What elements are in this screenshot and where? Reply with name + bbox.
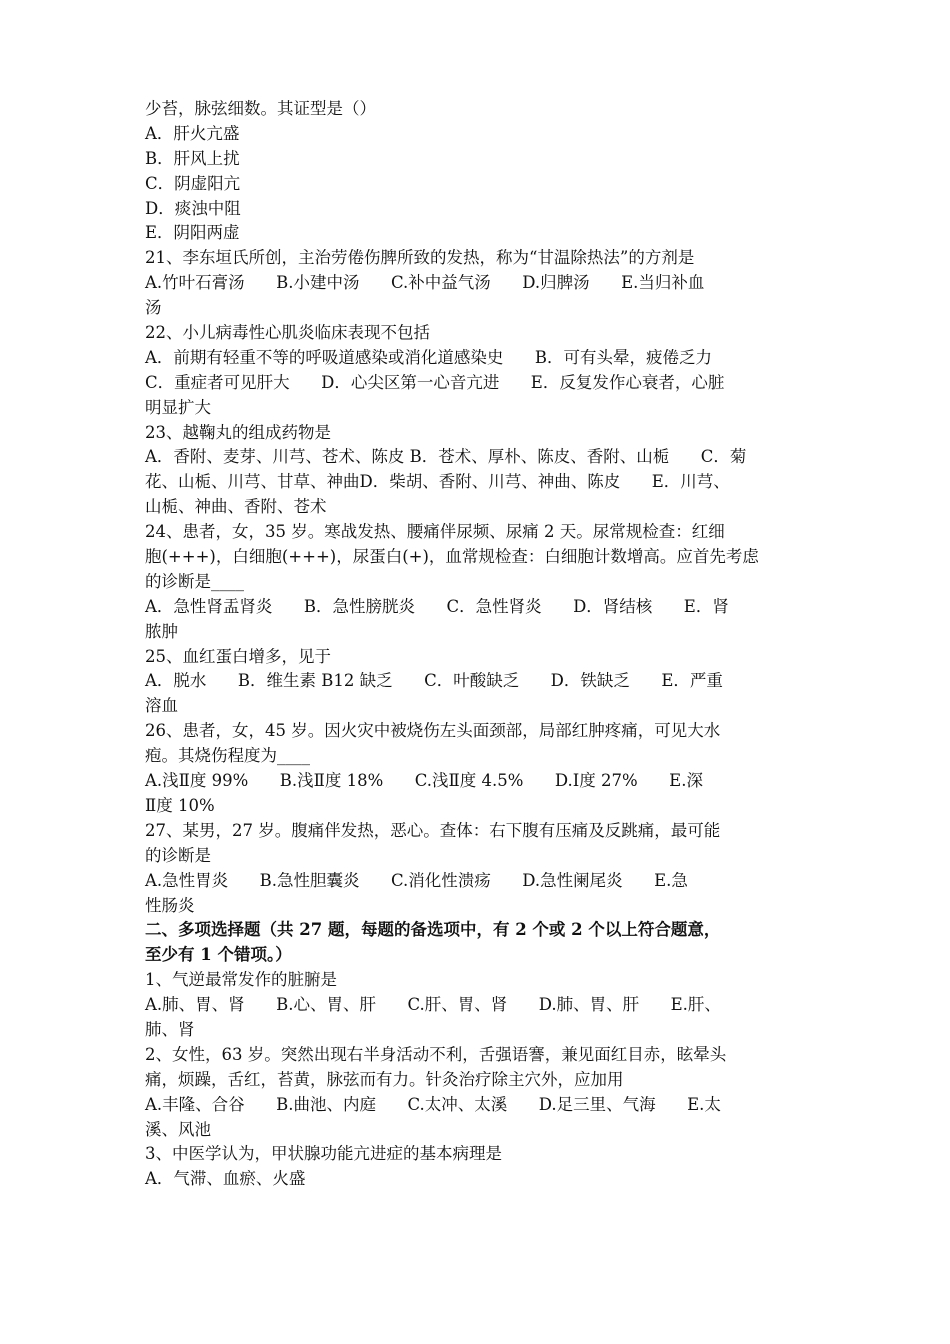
text-line: 痛，烦躁，舌红，苔黄，脉弦而有力。针灸治疗除主穴外，应加用	[145, 1069, 624, 1089]
text-line: 的诊断是____	[145, 571, 244, 591]
text-line: 3、中医学认为，甲状腺功能亢进症的基本病理是	[145, 1144, 502, 1164]
text-line: 21、李东垣氏所创，主治劳倦伤脾所致的发热，称为“甘温除热法”的方剂是	[145, 248, 695, 268]
text-line: 27、某男，27 岁。腹痛伴发热，恶心。查体：右下腹有压痛及反跳痛，最可能	[145, 820, 721, 840]
text-line: E．阴阳两虚	[145, 223, 240, 243]
text-line: C．重症者可见肝大 D．心尖区第一心音亢进 E．反复发作心衰者，心脏	[145, 372, 725, 392]
text-line: A.浅Ⅱ度 99% B.浅Ⅱ度 18% C.浅Ⅱ度 4.5% D.Ⅰ度 27% E.深	[145, 771, 703, 791]
text-line: 胞(+++)，白细胞(+++)，尿蛋白(+)，血常规检查：白细胞计数增高。应首先考虑	[145, 547, 759, 567]
text-line: 23、越鞠丸的组成药物是	[145, 422, 331, 442]
text-line: 2、女性，63 岁。突然出现右半身活动不利，舌强语謇，兼见面红目赤，眩晕头	[145, 1044, 727, 1064]
text-line: 汤	[145, 298, 162, 318]
text-line: 花、山栀、川芎、甘草、神曲D．柴胡、香附、川芎、神曲、陈皮 E．川芎、	[145, 472, 730, 492]
text-line: 脓肿	[145, 621, 178, 641]
text-line: 至少有 1 个错项。）	[145, 945, 292, 965]
text-line: A．气滞、血瘀、火盛	[145, 1169, 306, 1189]
text-line: Ⅱ度 10%	[145, 795, 215, 815]
text-line: A．急性肾盂肾炎 B．急性膀胱炎 C．急性肾炎 D．肾结核 E．肾	[145, 596, 729, 616]
text-line: 明显扩大	[145, 397, 211, 417]
text-line: B．肝风上扰	[145, 148, 240, 168]
text-line: 22、小儿病毒性心肌炎临床表现不包括	[145, 323, 430, 343]
text-line: D．痰浊中阻	[145, 198, 241, 218]
text-line: 溪、风池	[145, 1119, 211, 1139]
text-line: 24、患者，女，35 岁。寒战发热、腰痛伴尿频、尿痛 2 天。尿常规检查：红细	[145, 522, 725, 542]
text-line: A．脱水 B．维生素 B12 缺乏 C．叶酸缺乏 D．铁缺乏 E．严重	[145, 671, 723, 691]
text-line: A.急性胃炎 B.急性胆囊炎 C.消化性溃疡 D.急性阑尾炎 E.急	[145, 870, 688, 890]
text-line: 26、患者，女，45 岁。因火灾中被烧伤左头面颈部，局部红肿疼痛，可见大水	[145, 721, 721, 741]
text-line: 性肠炎	[145, 895, 195, 915]
text-line: A.肺、胃、肾 B.心、胃、肝 C.肝、胃、肾 D.肺、胃、肝 E.肝、	[145, 995, 721, 1015]
document-page	[145, 97, 813, 1192]
text-line: 疱。其烧伤程度为____	[145, 746, 310, 766]
text-line: A.竹叶石膏汤 B.小建中汤 C.补中益气汤 D.归脾汤 E.当归补血	[145, 273, 705, 293]
text-line: A.丰隆、合谷 B.曲池、内庭 C.太冲、太溪 D.足三里、气海 E.太	[145, 1094, 721, 1114]
text-line: 的诊断是	[145, 845, 211, 865]
text-line: 1、气逆最常发作的脏腑是	[145, 970, 337, 990]
text-line: 25、血红蛋白增多，见于	[145, 646, 331, 666]
text-line: C．阴虚阳亢	[145, 173, 241, 193]
text-line: 山栀、神曲、香附、苍术	[145, 497, 327, 517]
text-line: 二、多项选择题（共 27 题，每题的备选项中，有 2 个或 2 个以上符合题意，	[145, 920, 721, 940]
text-line: 溶血	[145, 696, 178, 716]
text-line: A．香附、麦芽、川芎、苍术、陈皮 B．苍术、厚朴、陈皮、香附、山栀 C．菊	[145, 447, 747, 467]
text-line: A．前期有轻重不等的呼吸道感染或消化道感染史 B．可有头晕，疲倦乏力	[145, 347, 713, 367]
text-line: 肺、肾	[145, 1019, 195, 1039]
text-line: A．肝火亢盛	[145, 123, 240, 143]
text-line: 少苔，脉弦细数。其证型是（）	[145, 99, 376, 118]
